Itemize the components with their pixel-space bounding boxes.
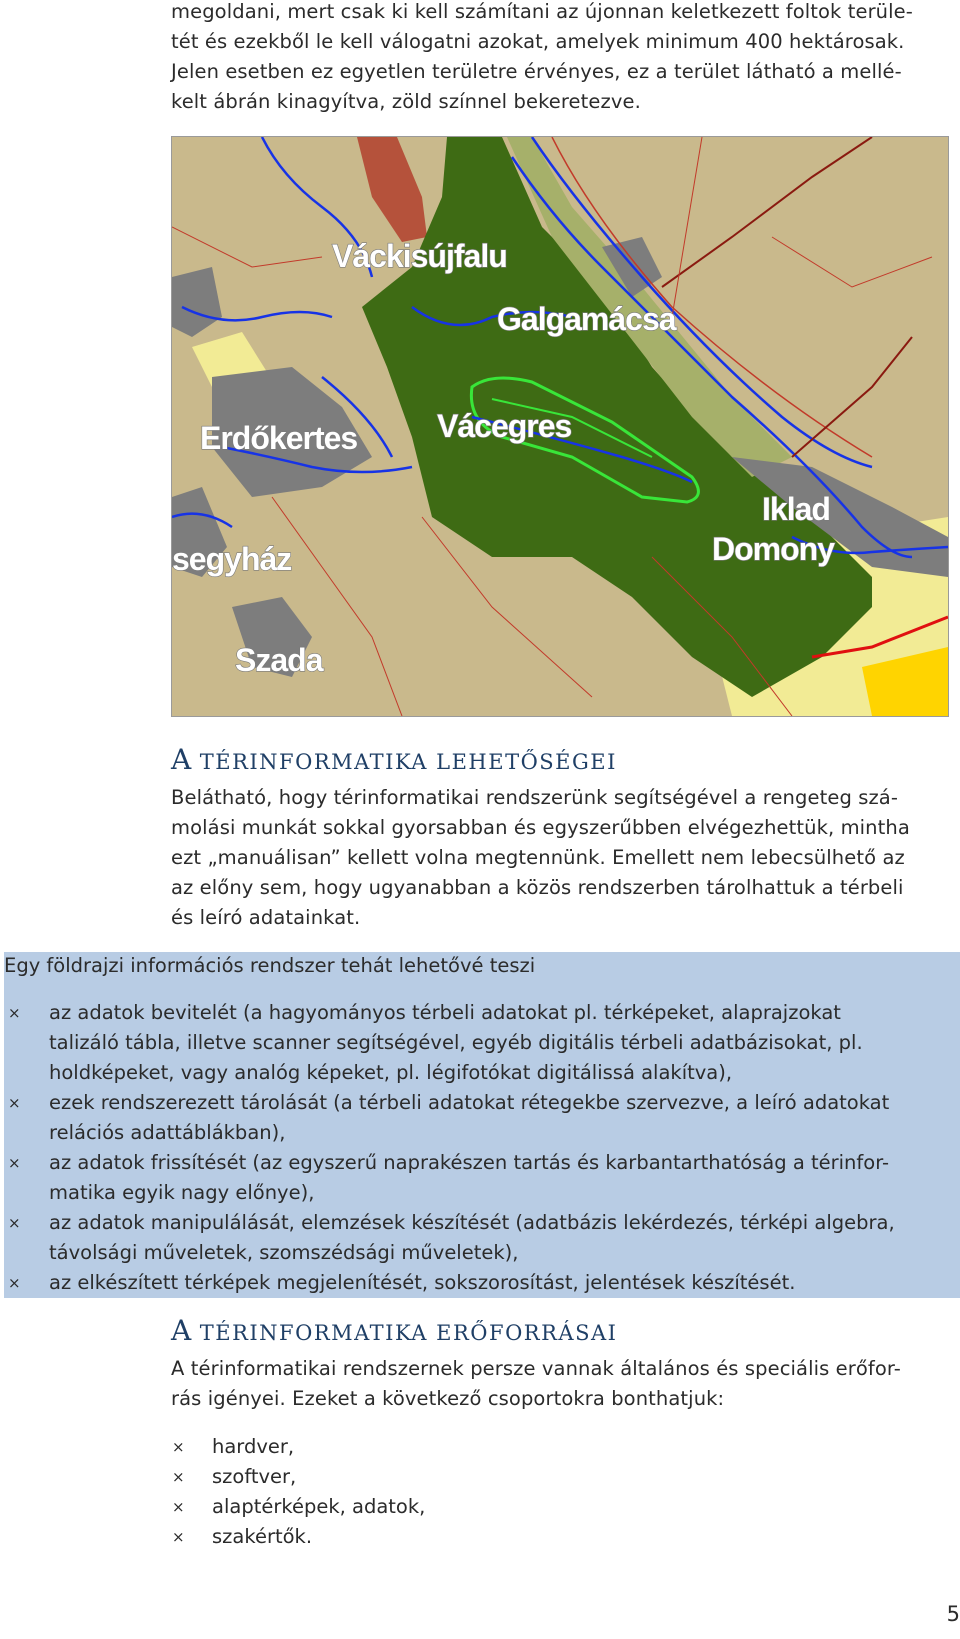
map-label-vackisujfalu: Váckisújfalu — [332, 238, 507, 274]
bullet-x-icon: × — [172, 1528, 185, 1546]
section1-heading — [171, 743, 617, 776]
map-canvas — [172, 137, 948, 716]
gis-box-intro: Egy földrajzi információs rendszer tehát lehetővé teszi — [4, 954, 536, 977]
section2-line: rás igényei. Ezeket a következő csoportokra bonthatjuk: — [171, 1387, 725, 1410]
list-item-text: alaptérképek, adatok, — [212, 1495, 426, 1518]
map-label-segyhaz: segyház — [172, 541, 292, 577]
list-item — [8, 1268, 895, 1298]
intro-paragraph — [171, 0, 951, 117]
list-item — [8, 998, 895, 1088]
resources-list — [172, 1432, 426, 1552]
map-figure — [171, 136, 949, 717]
list-item-line: talizáló tábla, illetve scanner segítségével, egyéb digitális térbeli adatbázisokat, pl. — [49, 1031, 863, 1054]
map-label-iklad: Iklad — [762, 491, 830, 527]
list-item-line: az adatok frissítését (az egyszerű naprakészen tartás és karbantarthatóság a térinfor- — [49, 1151, 890, 1174]
bullet-x-icon: × — [172, 1438, 185, 1456]
bullet-x-icon: × — [8, 1154, 21, 1172]
list-item-text: szakértők. — [212, 1525, 313, 1548]
section2-heading-cap: A — [171, 1314, 192, 1347]
intro-line: megoldani, mert csak ki kell számítani az újonnan keletkezett foltok terüle- — [171, 0, 913, 23]
section2-heading-text: TÉRINFORMATIKA ERŐFORRÁSAI — [199, 1321, 618, 1345]
list-item — [172, 1492, 426, 1522]
list-item-line: az adatok manipulálását, elemzések készítését (adatbázis lekérdezés, térképi algebra, — [49, 1211, 895, 1234]
list-item-text: szoftver, — [212, 1465, 297, 1488]
intro-line: kelt ábrán kinagyítva, zöld színnel bekeretezve. — [171, 90, 641, 113]
list-item-line: távolsági műveletek, szomszédsági műveletek), — [49, 1241, 519, 1264]
section1-paragraph — [171, 783, 951, 933]
list-item-line: matika egyik nagy előnye), — [49, 1181, 315, 1204]
bullet-x-icon: × — [8, 1274, 21, 1292]
list-item-line: az elkészített térképek megjelenítését, sokszorosítást, jelentések készítését. — [49, 1271, 796, 1294]
section1-line: ezt „manuálisan” kellett volna megtennünk. Emellett nem lebecsülhető az — [171, 846, 905, 869]
intro-line: Jelen esetben ez egyetlen területre érvényes, ez a terület látható a mellé- — [171, 60, 902, 83]
bullet-x-icon: × — [8, 1094, 21, 1112]
map-label-vacegres: Vácegres — [437, 408, 572, 444]
section1-heading-text: TÉRINFORMATIKA LEHETŐSÉGEI — [199, 750, 617, 774]
gis-capabilities-list — [8, 998, 895, 1298]
bullet-x-icon: × — [8, 1004, 21, 1022]
list-item — [8, 1208, 895, 1268]
section2-paragraph — [171, 1354, 951, 1414]
list-item-line: az adatok bevitelét (a hagyományos térbeli adatokat pl. térképeket, alaprajzokat — [49, 1001, 841, 1024]
map-label-erdokertes: Erdőkertes — [200, 420, 358, 456]
list-item-line: relációs adattáblákban), — [49, 1121, 286, 1144]
section2-line: A térinformatikai rendszernek persze vannak általános és speciális erőfor- — [171, 1357, 901, 1380]
map-label-domony: Domony — [712, 531, 834, 567]
list-item — [172, 1432, 425, 1462]
section1-line: Belátható, hogy térinformatikai rendszerünk segítségével a rengeteg szá- — [171, 786, 898, 809]
bullet-x-icon: × — [172, 1468, 185, 1486]
list-item — [172, 1522, 425, 1552]
list-item-line: ezek rendszerezett tárolását (a térbeli adatokat rétegekbe szervezve, a leíró adatokat — [49, 1091, 890, 1114]
bullet-x-icon: × — [172, 1498, 185, 1516]
section1-line: molási munkát sokkal gyorsabban és egyszerűbben elvégezhettük, mintha — [171, 816, 910, 839]
list-item — [8, 1088, 895, 1148]
section1-heading-cap: A — [171, 743, 192, 776]
map-label-galgamacsa: Galgamácsa — [497, 301, 676, 337]
page-number: 5 — [946, 1602, 960, 1626]
list-item-line: holdképeket, vagy analóg képeket, pl. légifotókat digitálissá alakítva), — [49, 1061, 733, 1084]
list-item — [8, 1148, 895, 1208]
section1-line: az előny sem, hogy ugyanabban a közös rendszerben tárolhattuk a térbeli — [171, 876, 904, 899]
list-item-text: hardver, — [212, 1435, 295, 1458]
list-item — [172, 1462, 425, 1492]
map-label-szada: Szada — [235, 642, 323, 678]
intro-line: tét és ezekből le kell válogatni azokat, amelyek minimum 400 hektárosak. — [171, 30, 905, 53]
section1-line: és leíró adatainkat. — [171, 906, 361, 929]
section2-heading — [171, 1314, 617, 1347]
bullet-x-icon: × — [8, 1214, 21, 1232]
